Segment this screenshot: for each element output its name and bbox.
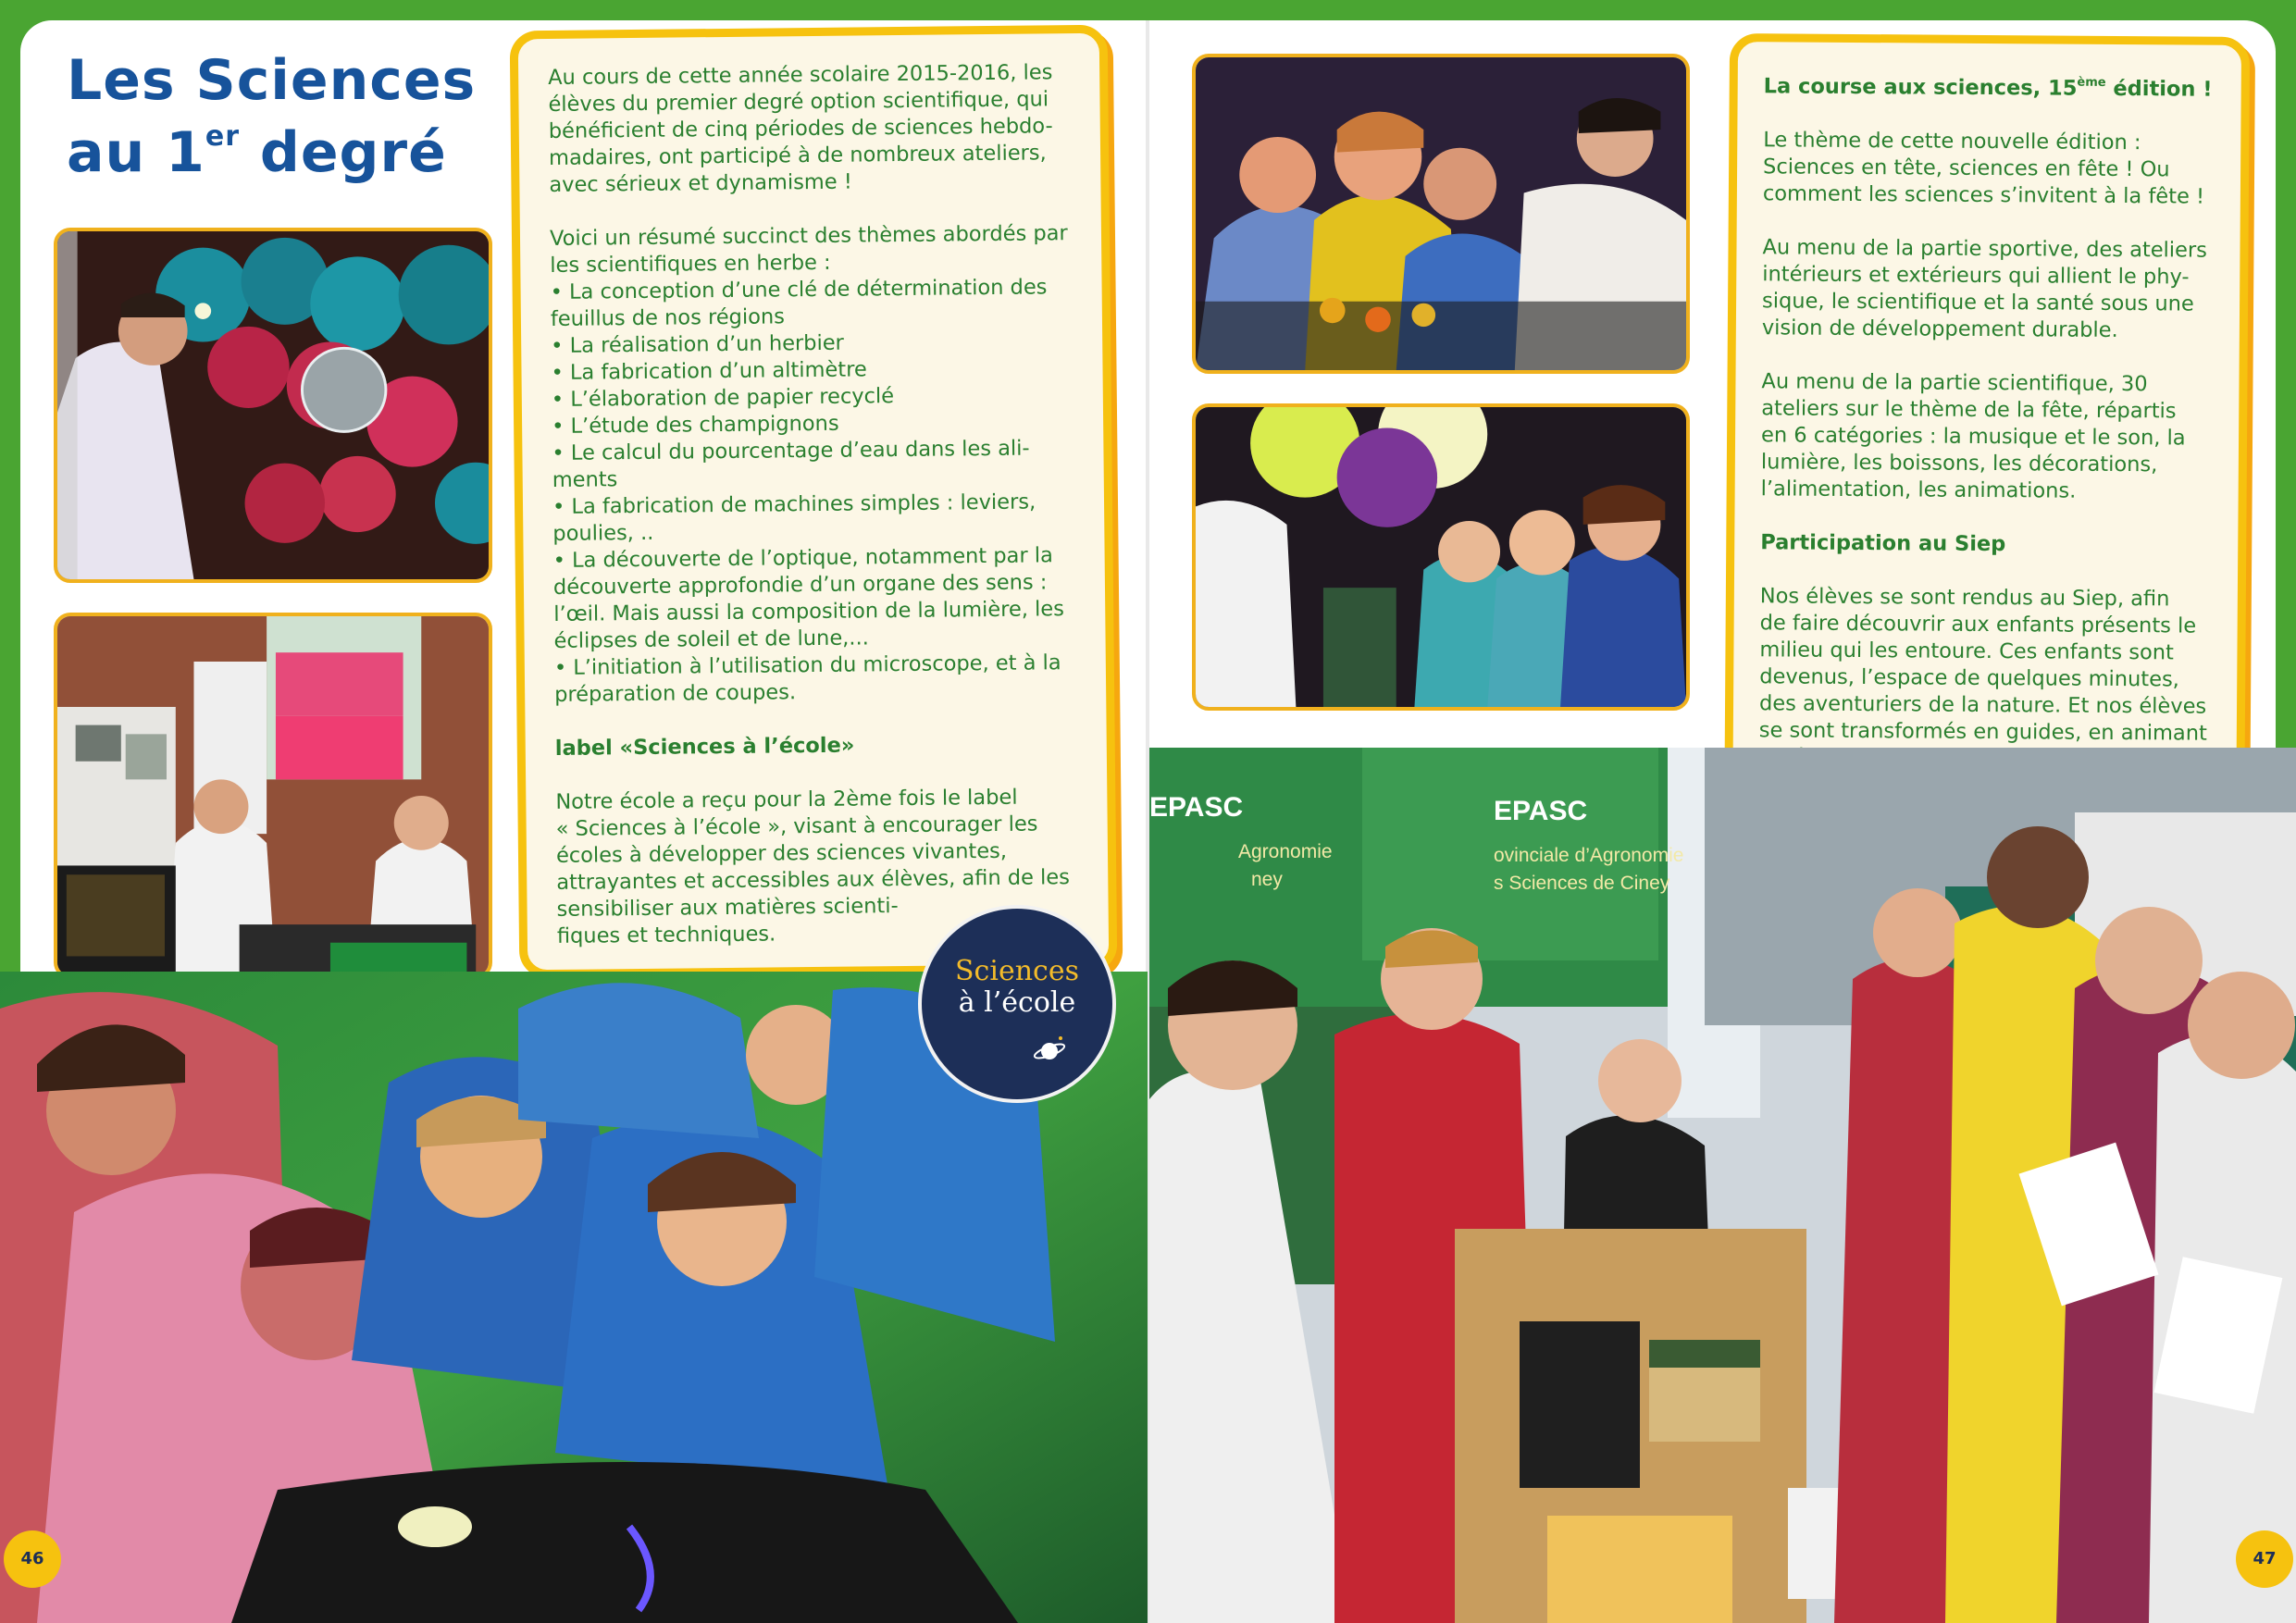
stand-sign-left	[1149, 792, 1371, 894]
intro-paragraph: Au cours de cette année scolaire 2015-2016, les élèves du premier degré option scientifique, qui bénéficient de cinq périodes de sciences hebdo- madaires, ont participé à de nombreux ateliers, avec sérieux et dynamisme !	[548, 60, 1053, 197]
label-paragraph: Notre école a reçu pour la 2ème fois le label « Sciences à l’école », visant à encourager les écoles à développer des sciences vivantes, attrayantes et accessibles aux élèves, afin de les sensibiliser aux matières scienti- fiques et techniques.	[555, 785, 1071, 948]
list-item: • La conception d’une clé de détermination des feuillus de nos régions	[550, 275, 1048, 331]
stand-sign-title: EPASC	[1494, 796, 1588, 826]
course-heading: La course aux sciences, 15ème édition !	[1763, 74, 2213, 102]
siep-paragraph: Nos élèves se sont rendus au Siep, afin de faire découvrir aux enfants présents le milieu qui les entoure. Ces enfants sont devenus, l’espace de quelques minutes, des aventuriers de la nature. Et nos élèves se sont transformés en guides, en animant	[1758, 584, 2207, 746]
list-item: • La découverte de l’optique, notamment par la découverte approfondie d’un organe des sens : l’œil. Mais aussi la composition de la lumière, les éclipses de soleil et de lune,...	[552, 543, 1065, 653]
right-text-box	[1724, 33, 2250, 859]
sport-paragraph: Au menu de la partie sportive, des ateliers intérieurs et extérieurs qui allient le phy- sique, le scientifique et la santé sous une vision de développement durable.	[1761, 235, 2207, 342]
list-item: • Le calcul du pourcentage d’eau dans les ali- ments	[552, 436, 1030, 492]
list-item: • La fabrication de machines simples : leviers, poulies, ..	[552, 489, 1036, 546]
page-number-left: 46	[4, 1530, 61, 1588]
stand-sign-left-title: EPASC	[1149, 792, 1244, 823]
sciences-ecole-logo	[918, 905, 1116, 1103]
stand-sign-line-2: s Sciences de Ciney	[1494, 873, 1670, 894]
logo-line-1: Sciences	[955, 955, 1079, 987]
photo-balloons	[54, 228, 492, 583]
science-paragraph: Au menu de la partie scientifique, 30 ateliers sur le thème de la fête, répartis en 6 catégories : la musique et le son, la lumière, les boissons, les décorations, l’alimentation, les animations.	[1760, 369, 2186, 503]
list-item: • L’initiation à l’utilisation du microscope, et à la préparation de coupes.	[553, 650, 1061, 707]
list-item: • La fabrication d’un altimètre	[551, 357, 867, 385]
planet-icon	[1031, 1031, 1068, 1068]
photo-balloons-girls	[1192, 403, 1690, 711]
siep-heading: Participation au Siep	[1760, 530, 2006, 557]
page-number-right: 47	[2236, 1530, 2293, 1588]
left-text-box	[510, 25, 1118, 979]
page-title	[67, 44, 476, 189]
summary-intro: Voici un résumé succinct des thèmes abordés par les scientifiques en herbe :	[549, 221, 1068, 278]
list-item: • L’élaboration de papier recyclé	[551, 384, 895, 412]
theme-paragraph: Le thème de cette nouvelle édition : Sciences en tête, sciences en fête ! Ou comment les sciences s’invitent à la fête !	[1762, 128, 2205, 209]
title-line-2: au 1er degré	[67, 120, 447, 185]
stand-sign-left-line-1: Agronomie	[1238, 841, 1333, 862]
photo-lab-coat-party	[1192, 54, 1690, 374]
photo-siep-stand	[1149, 748, 2296, 1623]
stand-sign	[1494, 796, 1706, 898]
list-item: • La réalisation d’un herbier	[551, 330, 844, 358]
title-line-1: Les Sciences	[67, 48, 477, 113]
list-item: • L’étude des champignons	[551, 411, 839, 439]
stand-sign-left-line-2: ney	[1251, 869, 1283, 890]
logo-line-2: à l’école	[958, 986, 1076, 1019]
photo-exhibition	[54, 613, 492, 979]
label-heading: label «Sciences à l’école»	[554, 733, 855, 761]
stand-sign-line-1: ovinciale d’Agronomie	[1494, 845, 1684, 866]
